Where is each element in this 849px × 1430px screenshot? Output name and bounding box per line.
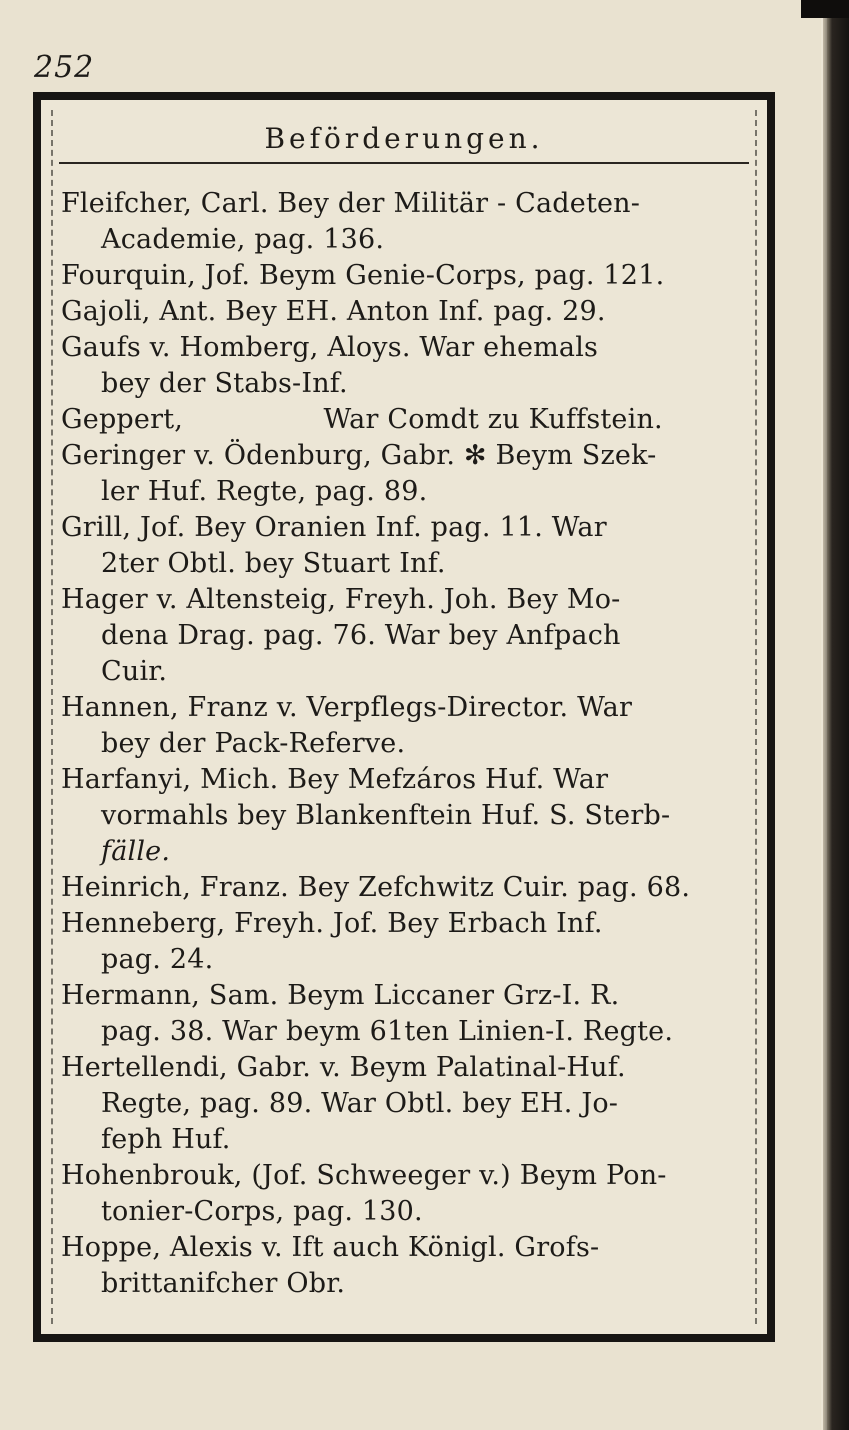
entry-line: ler Huf. Regte, pag. 89. xyxy=(101,476,428,507)
entry-line: brittanifcher Obr. xyxy=(101,1268,346,1299)
entry-line: Hohenbrouk, (Jof. Schweeger v.) Beym Pon- xyxy=(61,1160,667,1191)
list-item xyxy=(61,978,753,1050)
entry-line: Fleifcher, Carl. Bey der Militär - Cadeten- xyxy=(61,188,641,219)
page-number: 252 xyxy=(34,50,95,85)
entry-line: Geringer v. Ödenburg, Gabr. ✻ Beym Szek- xyxy=(61,440,657,471)
entry-line: vormahls bey Blankenftein Huf. S. Sterb- xyxy=(101,800,671,831)
page-binding-edge xyxy=(823,0,849,1430)
entry-line: feph Huf. xyxy=(101,1124,231,1155)
list-item xyxy=(61,1230,753,1302)
list-item xyxy=(61,330,753,402)
page-frame xyxy=(33,92,775,1342)
entry-line: Gaufs v. Homberg, Aloys. War ehemals xyxy=(61,332,599,363)
entry-line: dena Drag. pag. 76. War bey Anfpach xyxy=(101,620,621,651)
entry-line: bey der Pack-Referve. xyxy=(101,728,406,759)
entry-line: Hannen, Franz v. Verpflegs-Director. War xyxy=(61,692,633,723)
entry-line: Cuir. xyxy=(101,656,168,687)
ink-smudge xyxy=(801,0,849,18)
list-item xyxy=(61,582,753,690)
entry-line: Academie, pag. 136. xyxy=(101,224,385,255)
entry-line: Regte, pag. 89. War Obtl. bey EH. Jo- xyxy=(101,1088,619,1119)
title-divider xyxy=(59,162,749,164)
entry-line: fälle. xyxy=(101,836,171,867)
entry-line: 2ter Obtl. bey Stuart Inf. xyxy=(101,548,446,579)
entry-line: Gajoli, Ant. Bey EH. Anton Inf. pag. 29. xyxy=(61,296,606,327)
entry-line: Harfanyi, Mich. Bey Mefzáros Huf. War xyxy=(61,764,609,795)
list-item xyxy=(61,870,753,906)
entry-line: Hager v. Altensteig, Freyh. Joh. Bey Mo- xyxy=(61,584,621,615)
list-item xyxy=(61,510,753,582)
entry-line: Hertellendi, Gabr. v. Beym Palatinal-Huf. xyxy=(61,1052,626,1083)
list-item xyxy=(61,762,753,870)
list-item xyxy=(61,690,753,762)
entry-list xyxy=(61,186,753,1302)
entry-line: bey der Stabs-Inf. xyxy=(101,368,348,399)
list-item xyxy=(61,186,753,258)
entry-line: Henneberg, Freyh. Jof. Bey Erbach Inf. xyxy=(61,908,603,939)
list-item xyxy=(61,402,753,438)
entry-line: Grill, Jof. Bey Oranien Inf. pag. 11. War xyxy=(61,512,607,543)
entry-line: Fourquin, Jof. Beym Genie-Corps, pag. 121. xyxy=(61,260,665,291)
list-item xyxy=(61,1158,753,1230)
entry-line: Hermann, Sam. Beym Liccaner Grz-I. R. xyxy=(61,980,620,1011)
section-title: Beförderungen. xyxy=(264,122,544,155)
entry-line: pag. 24. xyxy=(101,944,214,975)
list-item xyxy=(61,906,753,978)
entry-line: pag. 38. War beym 61ten Linien-I. Regte. xyxy=(101,1016,674,1047)
entry-line: Hoppe, Alexis v. Ift auch Königl. Grofs- xyxy=(61,1232,600,1263)
entry-line: Geppert, War Comdt zu Kuffstein. xyxy=(61,404,663,435)
entry-line: tonier-Corps, pag. 130. xyxy=(101,1196,423,1227)
list-item xyxy=(61,1050,753,1158)
entry-line: Heinrich, Franz. Bey Zefchwitz Cuir. pag. 68. xyxy=(61,872,691,903)
list-item xyxy=(61,438,753,510)
list-item xyxy=(61,258,753,294)
list-item xyxy=(61,294,753,330)
